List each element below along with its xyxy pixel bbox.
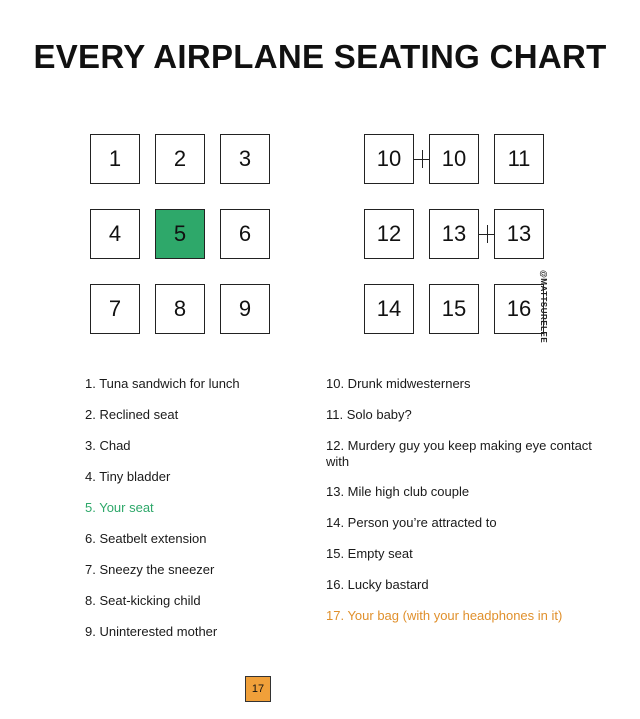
legend-item-4: 4. Tiny bladder [85, 469, 171, 484]
legend-item-5: 5. Your seat [85, 500, 154, 515]
seat-6: 6 [220, 209, 270, 259]
legend-right [326, 376, 596, 639]
legend-item-11: 11. Solo baby? [326, 407, 412, 422]
seat-1: 1 [90, 134, 140, 184]
legend-item-15: 15. Empty seat [326, 546, 413, 561]
legend-item-10: 10. Drunk midwesterners [326, 376, 471, 391]
seat-2: 2 [155, 134, 205, 184]
seat-11: 11 [494, 134, 544, 184]
legend-item-1: 1. Tuna sandwich for lunch [85, 376, 240, 391]
chart-title: EVERY AIRPLANE SEATING CHART [33, 38, 607, 75]
seat-connector-10 [414, 159, 429, 160]
seat-9: 9 [220, 284, 270, 334]
legend-item-9: 9. Uninterested mother [85, 624, 218, 639]
seat-3: 3 [220, 134, 270, 184]
seat-4: 4 [90, 209, 140, 259]
seat-7: 7 [90, 284, 140, 334]
legend-item-3: 3. Chad [85, 438, 131, 453]
seat-13-right: 13 [494, 209, 544, 259]
seat-15: 15 [429, 284, 479, 334]
seat-8: 8 [155, 284, 205, 334]
legend-item-2: 2. Reclined seat [85, 407, 179, 422]
seat-connector-13 [479, 234, 494, 235]
legend-item-14: 14. Person you’re attracted to [326, 515, 497, 530]
legend-left [85, 376, 365, 655]
seat-14: 14 [364, 284, 414, 334]
legend-item-17: 17. Your bag (with your headphones in it) [326, 608, 563, 623]
legend-item-12: 12. Murdery guy you keep making eye contact with [326, 438, 592, 469]
seat-12: 12 [364, 209, 414, 259]
legend-item-8: 8. Seat-kicking child [85, 593, 201, 608]
seat-13-left: 13 [429, 209, 479, 259]
legend-item-16: 16. Lucky bastard [326, 577, 429, 592]
legend-item-13: 13. Mile high club couple [326, 484, 470, 499]
legend-item-7: 7. Sneezy the sneezer [85, 562, 215, 577]
seat-16: 16 [494, 284, 544, 334]
legend-item-6: 6. Seatbelt extension [85, 531, 207, 546]
page-number-badge: 17 [245, 676, 271, 702]
watermark: @MATTSURELEE [539, 270, 548, 344]
seat-10-right: 10 [429, 134, 479, 184]
seat-10-left: 10 [364, 134, 414, 184]
seat-5-your-seat: 5 [155, 209, 205, 259]
